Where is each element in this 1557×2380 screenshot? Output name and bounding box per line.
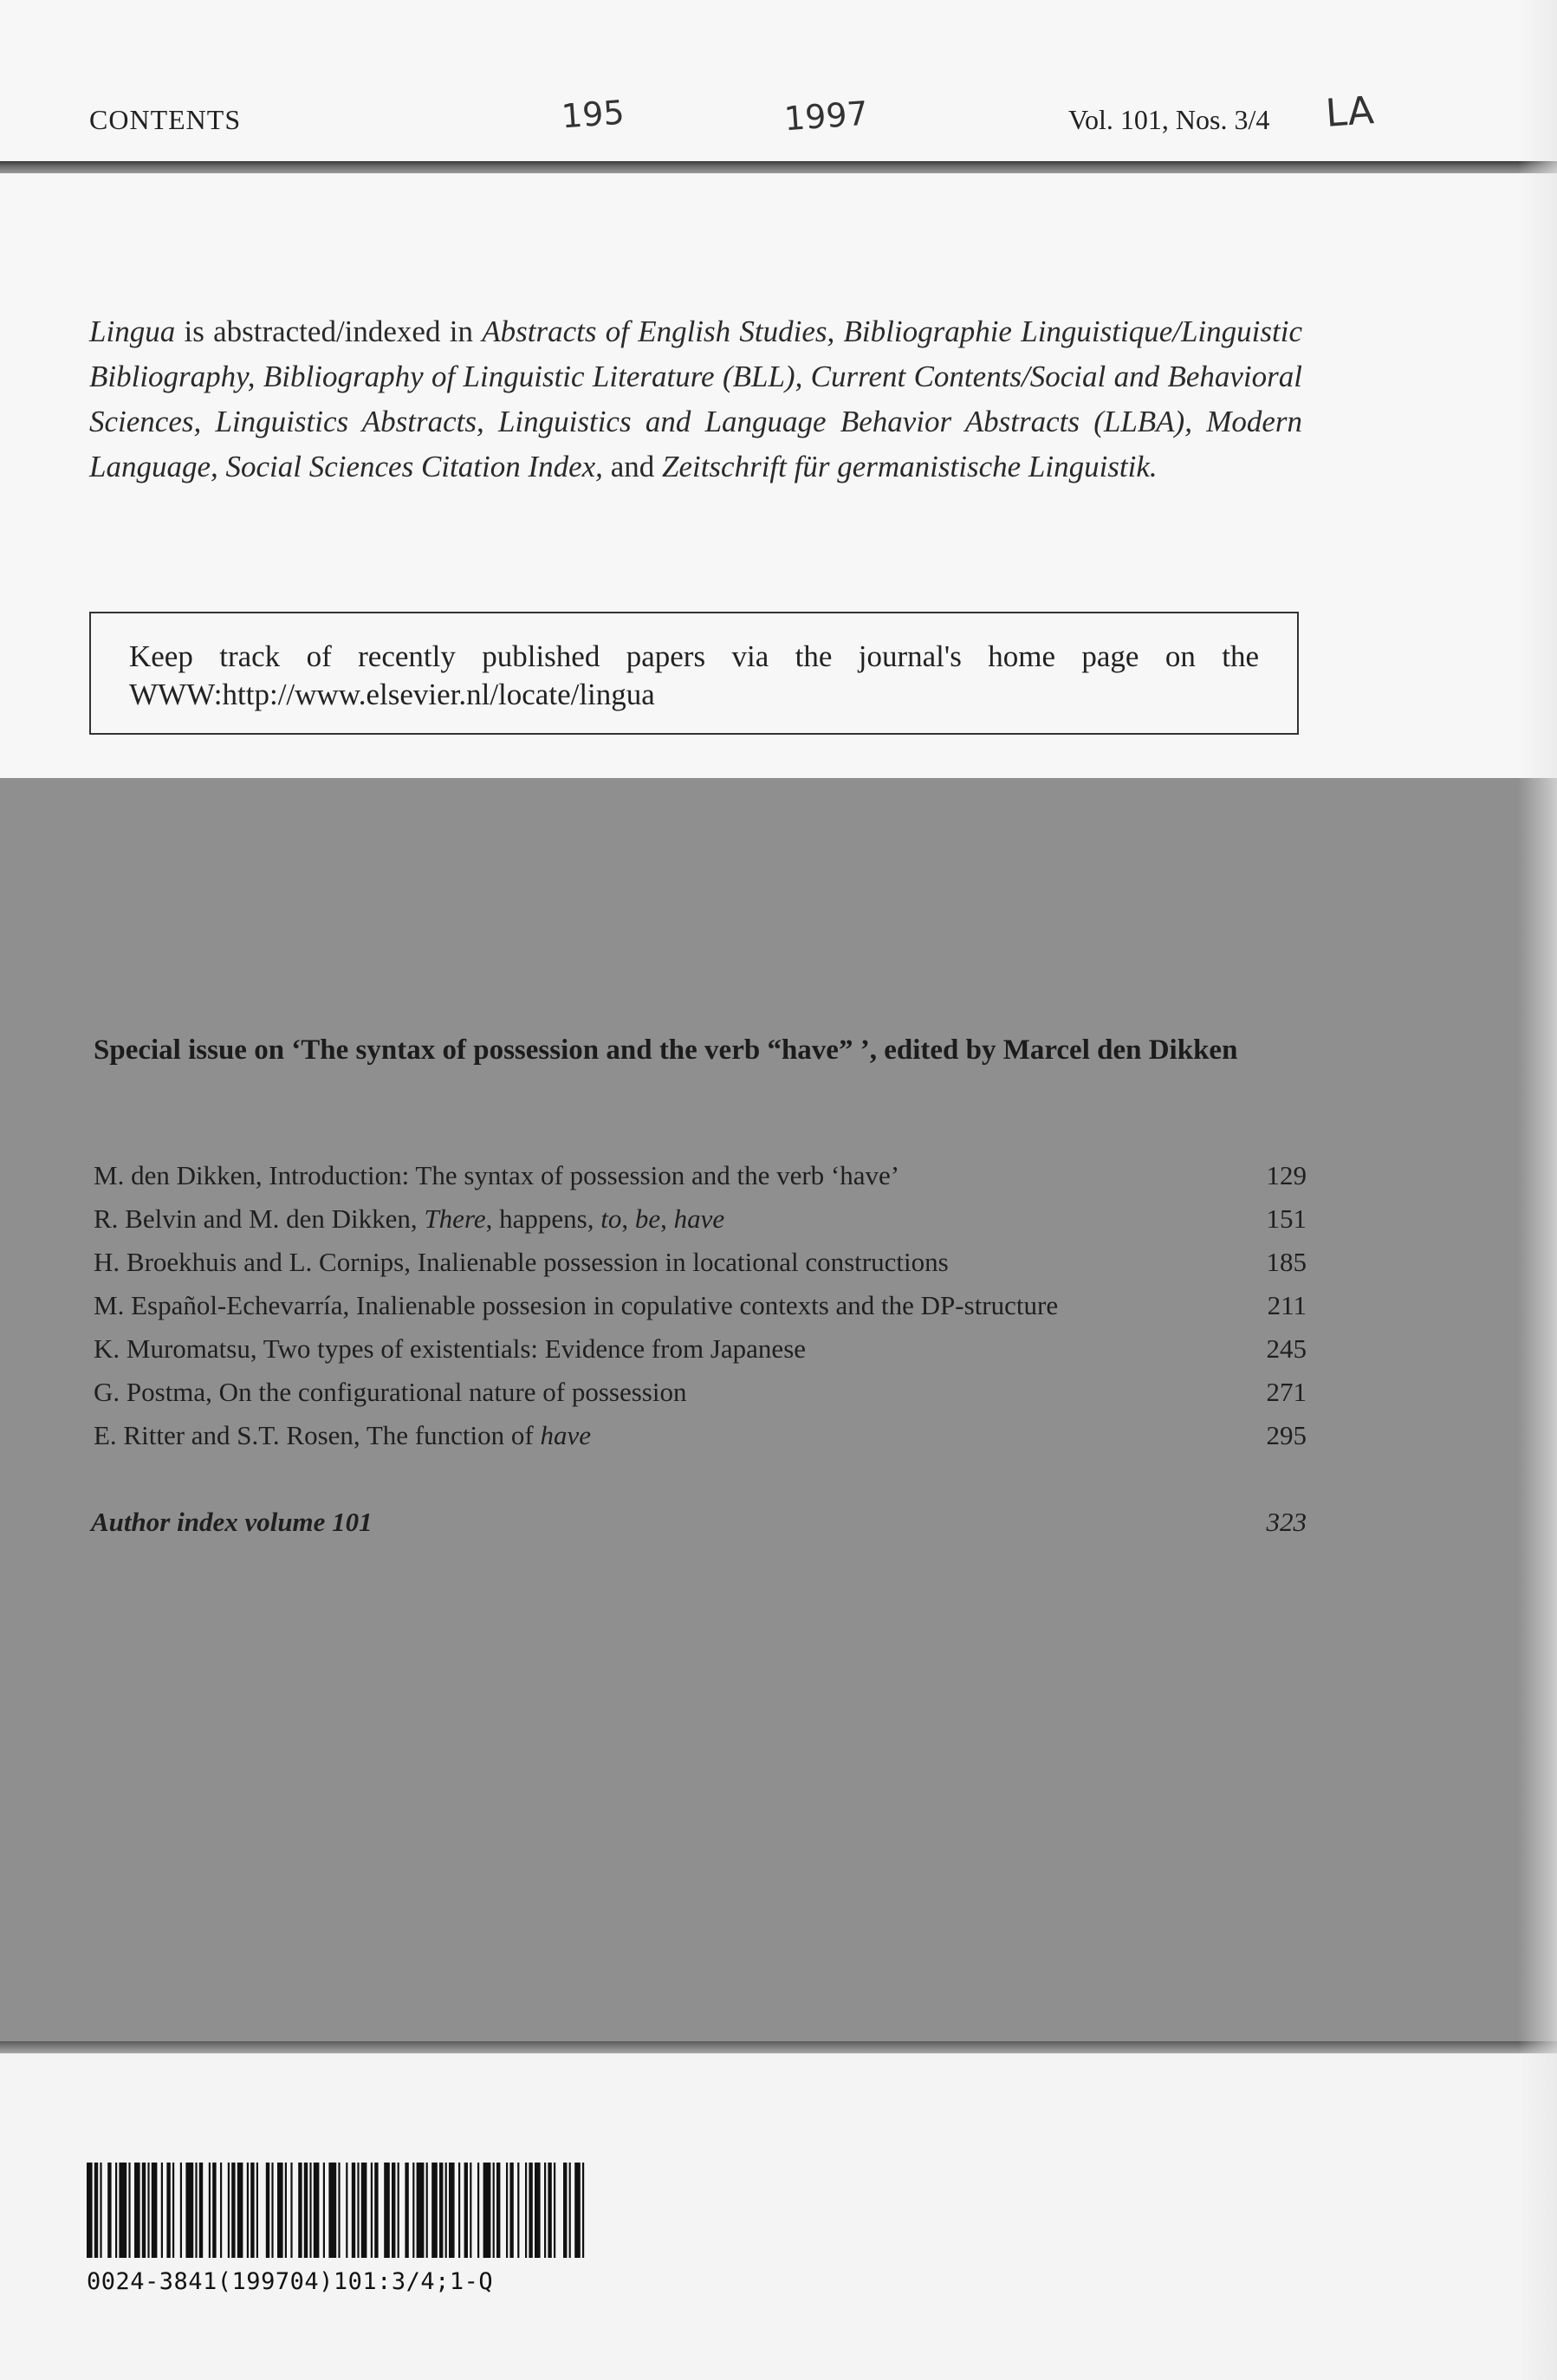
handwritten-note: LA [1324,88,1376,136]
panel-bottom-rule [0,2041,1557,2053]
barcode-bar [100,2163,101,2258]
barcode-bar [94,2163,98,2258]
barcode-bar [544,2163,546,2258]
barcode-bar [352,2163,355,2258]
toc-entry[interactable] [94,1241,1307,1284]
barcode-bar [247,2163,249,2258]
barcode-bar [529,2163,532,2258]
toc-entry-page: 271 [1266,1377,1307,1407]
barcode-bar [128,2163,130,2258]
barcode-bar [431,2163,438,2258]
barcode-bar [231,2163,235,2258]
barcode-bar [134,2163,140,2258]
barcode-bar [285,2163,287,2258]
toc-entry-title: K. Muromatsu, Two types of existentials: Evidence from Japanese [94,1333,807,1364]
barcode-bar [548,2163,551,2258]
toc-entry-page: 129 [1266,1160,1307,1190]
barcode-bar [314,2163,320,2258]
barcode-bar [535,2163,541,2258]
barcode-number: 0024-3841(199704)101:3/4;1-Q [87,2268,494,2295]
toc-entry[interactable] [94,1371,1307,1414]
toc-entry-title: E. Ritter and S.T. Rosen, The function of have [94,1420,591,1450]
barcode-bar [464,2163,468,2258]
contents-label: CONTENTS [89,104,242,135]
header-rule [0,161,1557,173]
author-index-page: 323 [1266,1507,1307,1537]
barcode-bar [405,2163,408,2258]
barcode-bar [477,2163,479,2258]
toc-entry-page: 211 [1267,1290,1307,1320]
indexing-and: and [610,450,655,483]
homepage-url[interactable]: WWW:http://www.elsevier.nl/locate/lingua [129,678,655,711]
toc-entry-title: M. Español-Echevarría, Inalienable possesion in copulative contexts and the DP-structure [94,1290,1059,1320]
barcode-bar [417,2163,425,2258]
barcode-bar [142,2163,146,2258]
barcode-bar [493,2163,495,2258]
toc-entry-page: 185 [1266,1247,1307,1277]
toc-entry-page: 151 [1266,1203,1307,1234]
special-issue-title: Special issue on ‘The syntax of possession and the verb “have” ’, edited by Marcel den Dikken [94,1034,1238,1066]
barcode-bar [426,2163,428,2258]
barcode-bar [119,2163,127,2258]
barcode-bar [470,2163,471,2258]
barcode-bar [87,2163,93,2258]
barcode-bar [582,2163,584,2258]
barcode-bar [115,2163,117,2258]
barcode-bar [166,2163,170,2258]
barcode-bar [374,2163,378,2258]
barcode-bar [199,2163,203,2258]
barcode-bar [298,2163,302,2258]
homepage-notice-box [89,612,1299,735]
barcode-bar [506,2163,508,2258]
barcode-bar [392,2163,395,2258]
barcode-bar [569,2163,571,2258]
toc-entry[interactable] [94,1197,1307,1241]
barcode-bar [398,2163,399,2258]
volume-label: Vol. 101, Nos. 3/4 [1068,104,1270,135]
toc-entry-page: 295 [1266,1420,1307,1450]
barcode-bar [574,2163,581,2258]
barcode-bar [346,2163,347,2258]
barcode-bar [152,2163,158,2258]
barcode-bar [328,2163,336,2258]
toc-entry-title: H. Broekhuis and L. Cornips, Inalienable possession in locational constructions [94,1247,949,1277]
barcode-bar [250,2163,254,2258]
barcode-bar [445,2163,447,2258]
indexing-list: Abstracts of English Studies, Bibliographie Linguistique/Linguistic Bibliography, Bibliography of Linguistic Literature (BLL), Current Contents/Social and Behavioral Sciences, Linguistics Abstracts, Linguistics and Language Behavior Abstracts (LLBA), Modern Language, Social Sciences Citation Index, [89,315,1302,483]
barcode-bar [439,2163,443,2258]
barcode [87,2163,587,2258]
barcode-bar [412,2163,414,2258]
barcode-bar [237,2163,243,2258]
barcode-bar [309,2163,311,2258]
indexing-tail: Zeitschrift für germanistische Linguistik. [654,450,1158,483]
toc-entry[interactable] [94,1284,1307,1327]
barcode-bar [371,2163,373,2258]
barcode-bar [509,2163,513,2258]
toc-entry[interactable] [94,1327,1307,1371]
toc-entry-title: R. Belvin and M. den Dikken, There, happens, to, be, have [94,1203,725,1234]
toc-entry-page: 245 [1266,1333,1307,1364]
barcode-bar [458,2163,460,2258]
page-header [89,97,1302,149]
author-index-label: Author index volume 101 [91,1507,373,1537]
barcode-bar [228,2163,230,2258]
toc-entry-title: G. Postma, On the configurational nature of possession [94,1377,687,1407]
barcode-bar [357,2163,359,2258]
handwritten-note: 195 [560,93,626,136]
indexing-connector: is abstracted/indexed in [175,315,483,348]
homepage-notice-text: Keep track of recently published papers via the journal's home page on the [129,639,1259,673]
barcode-bar [220,2163,222,2258]
toc-entry-title: M. den Dikken, Introduction: The syntax of possession and the verb ‘have’ [94,1160,900,1190]
indexing-paragraph [89,309,1302,490]
journal-name: Lingua [89,315,176,348]
barcode-bar [304,2163,308,2258]
barcode-bar [483,2163,491,2258]
barcode-bar [563,2163,567,2258]
barcode-bar [338,2163,340,2258]
barcode-bar [266,2163,269,2258]
barcode-bar [271,2163,273,2258]
barcode-bar [161,2163,163,2258]
page-edge-shadow [1518,0,1557,2380]
barcode-bar [195,2163,197,2258]
handwritten-note: 1997 [782,94,870,139]
barcode-bar [323,2163,325,2258]
barcode-bar [496,2163,500,2258]
barcode-bar [361,2163,367,2258]
barcode-bar [517,2163,519,2258]
barcode-bar [277,2163,283,2258]
barcode-bar [212,2163,216,2258]
barcode-bar [290,2163,292,2258]
barcode-bar [209,2163,211,2258]
barcode-bar [147,2163,149,2258]
barcode-bar [554,2163,555,2258]
barcode-bar [449,2163,455,2258]
barcode-bar [180,2163,182,2258]
toc-entry[interactable] [94,1414,1307,1457]
barcode-bar [525,2163,527,2258]
barcode-bar [107,2163,111,2258]
barcode-bar [172,2163,174,2258]
barcode-bar [384,2163,390,2258]
toc-entry[interactable] [94,1154,1307,1197]
barcode-bar [185,2163,193,2258]
table-of-contents [94,1154,1307,1457]
barcode-bar [256,2163,258,2258]
author-index-entry[interactable] [91,1501,1307,1544]
